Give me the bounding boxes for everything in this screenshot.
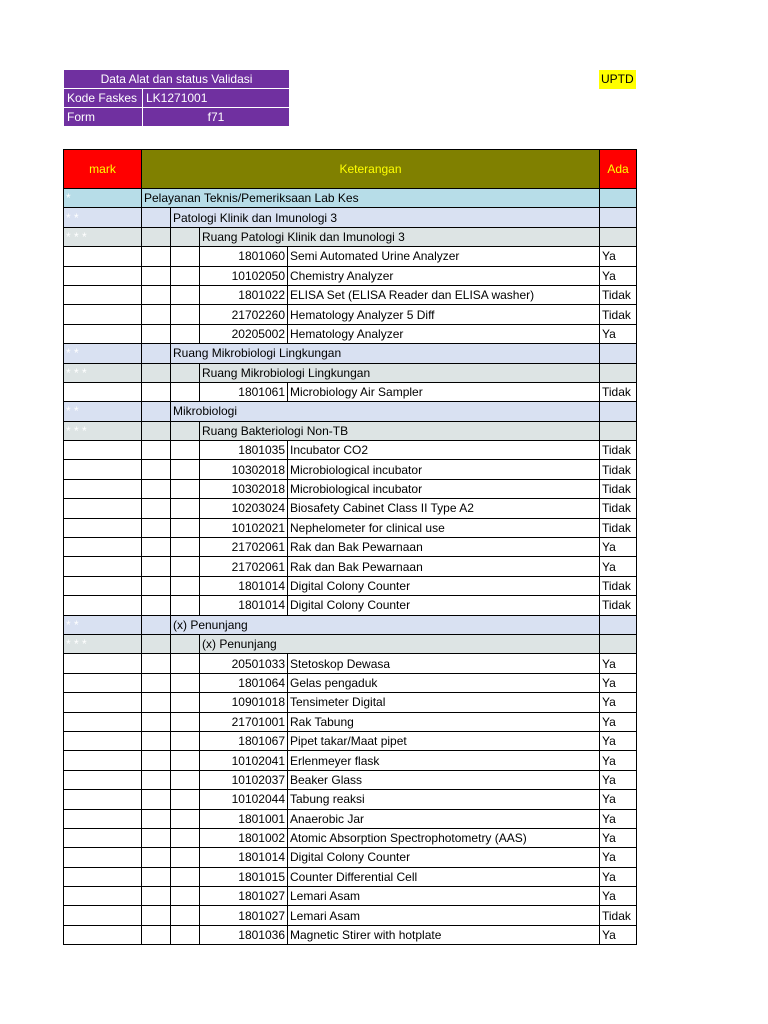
ada-cell[interactable]: Ya xyxy=(600,557,637,576)
indent-cell xyxy=(142,693,171,712)
group-row xyxy=(64,421,637,440)
category-label[interactable]: Pelayanan Teknis/Pemeriksaan Lab Kes xyxy=(142,189,600,208)
ada-cell[interactable]: Tidak xyxy=(600,499,637,518)
item-code[interactable]: 1801036 xyxy=(200,925,288,944)
indent-cell xyxy=(171,247,200,266)
mark-cell[interactable] xyxy=(64,887,142,906)
item-name[interactable]: Semi Automated Urine Analyzer xyxy=(288,247,600,266)
item-name[interactable]: Incubator CO2 xyxy=(288,441,600,460)
ada-cell[interactable] xyxy=(600,227,637,246)
table-row xyxy=(64,731,637,750)
group-row xyxy=(64,363,637,382)
indent-cell xyxy=(171,906,200,925)
ada-cell[interactable] xyxy=(600,634,637,653)
item-code[interactable]: 10203024 xyxy=(200,499,288,518)
indent-cell xyxy=(142,887,171,906)
subcategory-label[interactable]: Ruang Mikrobiologi Lingkungan xyxy=(171,344,600,363)
item-name[interactable]: Counter Differential Cell xyxy=(288,867,600,886)
indent-cell xyxy=(142,266,171,285)
item-name[interactable]: Anaerobic Jar xyxy=(288,809,600,828)
indent-cell xyxy=(142,402,171,421)
item-code[interactable]: 1801014 xyxy=(200,576,288,595)
item-code[interactable]: 20205002 xyxy=(200,324,288,343)
uptd-badge: UPTD xyxy=(599,70,636,89)
table-row xyxy=(64,925,637,944)
mark-cell[interactable] xyxy=(64,731,142,750)
ada-cell[interactable]: Ya xyxy=(600,673,637,692)
indent-cell xyxy=(142,751,171,770)
item-code[interactable]: 1801014 xyxy=(200,596,288,615)
room-label[interactable]: Ruang Bakteriologi Non-TB xyxy=(200,421,600,440)
column-header-mark[interactable]: mark xyxy=(64,150,142,189)
item-name[interactable]: Lemari Asam xyxy=(288,906,600,925)
indent-cell xyxy=(171,848,200,867)
indent-cell xyxy=(142,615,171,634)
form-label: Form xyxy=(64,108,143,127)
ada-cell[interactable]: Tidak xyxy=(600,906,637,925)
table-row xyxy=(64,790,637,809)
table-row xyxy=(64,654,637,673)
indent-cell xyxy=(142,227,171,246)
ada-cell[interactable]: Tidak xyxy=(600,576,637,595)
indent-cell xyxy=(171,712,200,731)
mark-cell[interactable] xyxy=(64,751,142,770)
indent-cell xyxy=(171,382,200,401)
item-code[interactable]: 10901018 xyxy=(200,693,288,712)
indent-cell xyxy=(171,557,200,576)
indent-cell xyxy=(171,363,200,382)
ada-cell[interactable]: Tidak xyxy=(600,479,637,498)
group-row xyxy=(64,189,637,208)
mark-cell[interactable] xyxy=(64,576,142,595)
mark-cell[interactable] xyxy=(64,693,142,712)
ada-cell[interactable] xyxy=(600,363,637,382)
mark-cell[interactable] xyxy=(64,479,142,498)
table-row xyxy=(64,596,637,615)
item-name[interactable]: Pipet takar/Maat pipet xyxy=(288,731,600,750)
item-code[interactable]: 21701001 xyxy=(200,712,288,731)
mark-cell[interactable]: * * xyxy=(64,208,142,227)
item-name[interactable]: Nephelometer for clinical use xyxy=(288,518,600,537)
indent-cell xyxy=(171,654,200,673)
item-name[interactable]: Rak dan Bak Pewarnaan xyxy=(288,557,600,576)
indent-cell xyxy=(171,227,200,246)
item-name[interactable]: Rak Tabung xyxy=(288,712,600,731)
table-row xyxy=(64,887,637,906)
ada-cell[interactable]: Ya xyxy=(600,266,637,285)
mark-cell[interactable] xyxy=(64,790,142,809)
ada-cell[interactable]: Ya xyxy=(600,693,637,712)
item-code[interactable]: 1801027 xyxy=(200,906,288,925)
item-code[interactable]: 1801002 xyxy=(200,828,288,847)
ada-cell[interactable] xyxy=(600,421,637,440)
group-row xyxy=(64,344,637,363)
indent-cell xyxy=(142,518,171,537)
indent-cell xyxy=(142,731,171,750)
mark-cell[interactable] xyxy=(64,285,142,304)
mark-cell[interactable] xyxy=(64,441,142,460)
table-row xyxy=(64,441,637,460)
indent-cell xyxy=(171,751,200,770)
ada-cell[interactable]: Tidak xyxy=(600,518,637,537)
column-header-keterangan[interactable]: Keterangan xyxy=(142,150,600,189)
indent-cell xyxy=(171,925,200,944)
mark-cell[interactable] xyxy=(64,906,142,925)
item-name[interactable]: Magnetic Stirer with hotplate xyxy=(288,925,600,944)
item-name[interactable]: Gelas pengaduk xyxy=(288,673,600,692)
indent-cell xyxy=(142,712,171,731)
indent-cell xyxy=(171,421,200,440)
table-row xyxy=(64,479,637,498)
indent-cell xyxy=(142,576,171,595)
mark-cell[interactable]: * * xyxy=(64,402,142,421)
indent-cell xyxy=(142,538,171,557)
item-name[interactable]: Atomic Absorption Spectrophotometry (AAS) xyxy=(288,828,600,847)
item-code[interactable]: 1801061 xyxy=(200,382,288,401)
item-name[interactable]: Erlenmeyer flask xyxy=(288,751,600,770)
item-name[interactable]: Lemari Asam xyxy=(288,887,600,906)
ada-cell[interactable]: Tidak xyxy=(600,596,637,615)
table-row xyxy=(64,266,637,285)
column-header-ada[interactable]: Ada xyxy=(600,150,637,189)
ada-cell[interactable]: Ya xyxy=(600,731,637,750)
table-row xyxy=(64,305,637,324)
kode-faskes-value[interactable]: LK1271001 xyxy=(143,89,290,108)
mark-cell[interactable] xyxy=(64,266,142,285)
table-row xyxy=(64,867,637,886)
ada-cell[interactable]: Ya xyxy=(600,770,637,789)
table-row xyxy=(64,247,637,266)
indent-cell xyxy=(171,770,200,789)
table-row xyxy=(64,712,637,731)
table-row xyxy=(64,460,637,479)
table-row xyxy=(64,538,637,557)
indent-cell xyxy=(142,809,171,828)
item-code[interactable]: 1801015 xyxy=(200,867,288,886)
table-row xyxy=(64,770,637,789)
subcategory-label[interactable]: (x) Penunjang xyxy=(171,615,600,634)
mark-cell[interactable]: * * * xyxy=(64,227,142,246)
mark-cell[interactable] xyxy=(64,867,142,886)
indent-cell xyxy=(142,324,171,343)
mark-cell[interactable]: * xyxy=(64,189,142,208)
mark-cell[interactable] xyxy=(64,324,142,343)
indent-cell xyxy=(171,479,200,498)
mark-cell[interactable] xyxy=(64,654,142,673)
item-code[interactable]: 1801014 xyxy=(200,848,288,867)
room-label[interactable]: Ruang Mikrobiologi Lingkungan xyxy=(200,363,600,382)
indent-cell xyxy=(171,867,200,886)
indent-cell xyxy=(171,576,200,595)
item-code[interactable]: 1801027 xyxy=(200,887,288,906)
ada-cell[interactable]: Ya xyxy=(600,324,637,343)
indent-cell xyxy=(142,285,171,304)
ada-cell[interactable] xyxy=(600,344,637,363)
sheet-title: Data Alat dan status Validasi xyxy=(64,70,290,89)
table-row xyxy=(64,557,637,576)
indent-cell xyxy=(171,731,200,750)
indent-cell xyxy=(142,305,171,324)
mark-cell[interactable] xyxy=(64,770,142,789)
indent-cell xyxy=(142,770,171,789)
indent-cell xyxy=(142,906,171,925)
indent-cell xyxy=(142,654,171,673)
item-code[interactable]: 1801060 xyxy=(200,247,288,266)
mark-cell[interactable]: * * xyxy=(64,344,142,363)
item-code[interactable]: 21702061 xyxy=(200,557,288,576)
indent-cell xyxy=(142,828,171,847)
table-row xyxy=(64,285,637,304)
item-code[interactable]: 21702061 xyxy=(200,538,288,557)
table-header-row xyxy=(64,150,637,189)
mark-cell[interactable]: * * * xyxy=(64,363,142,382)
kode-faskes-label: Kode Faskes xyxy=(64,89,143,108)
ada-cell[interactable]: Ya xyxy=(600,809,637,828)
mark-cell[interactable] xyxy=(64,596,142,615)
item-code[interactable]: 10102044 xyxy=(200,790,288,809)
subcategory-label[interactable]: Patologi Klinik dan Imunologi 3 xyxy=(171,208,600,227)
indent-cell xyxy=(142,247,171,266)
ada-cell[interactable]: Ya xyxy=(600,751,637,770)
indent-cell xyxy=(171,499,200,518)
item-name[interactable]: Hematology Analyzer 5 Diff xyxy=(288,305,600,324)
indent-cell xyxy=(142,363,171,382)
item-code[interactable]: 1801064 xyxy=(200,673,288,692)
item-name[interactable]: Rak dan Bak Pewarnaan xyxy=(288,538,600,557)
mark-cell[interactable] xyxy=(64,712,142,731)
mark-cell[interactable] xyxy=(64,848,142,867)
item-code[interactable]: 10102041 xyxy=(200,751,288,770)
item-name[interactable]: Biosafety Cabinet Class II Type A2 xyxy=(288,499,600,518)
group-row xyxy=(64,402,637,421)
indent-cell xyxy=(171,518,200,537)
item-name[interactable]: Stetoskop Dewasa xyxy=(288,654,600,673)
item-code[interactable]: 1801035 xyxy=(200,441,288,460)
ada-cell[interactable]: Ya xyxy=(600,247,637,266)
item-code[interactable]: 10102037 xyxy=(200,770,288,789)
mark-cell[interactable]: * * xyxy=(64,615,142,634)
ada-cell[interactable]: Ya xyxy=(600,654,637,673)
indent-cell xyxy=(171,460,200,479)
mark-cell[interactable] xyxy=(64,305,142,324)
ada-cell[interactable]: Ya xyxy=(600,828,637,847)
ada-cell[interactable]: Tidak xyxy=(600,305,637,324)
indent-cell xyxy=(142,596,171,615)
table-row xyxy=(64,848,637,867)
form-value[interactable]: f71 xyxy=(143,108,290,127)
indent-cell xyxy=(171,324,200,343)
indent-cell xyxy=(142,673,171,692)
table-row xyxy=(64,693,637,712)
mark-cell[interactable]: * * * xyxy=(64,634,142,653)
ada-cell[interactable]: Ya xyxy=(600,712,637,731)
ada-cell[interactable]: Tidak xyxy=(600,285,637,304)
indent-cell xyxy=(171,266,200,285)
table-row xyxy=(64,828,637,847)
indent-cell xyxy=(171,828,200,847)
indent-cell xyxy=(171,634,200,653)
indent-cell xyxy=(171,441,200,460)
equipment-table xyxy=(63,149,637,945)
ada-cell[interactable]: Ya xyxy=(600,887,637,906)
ada-cell[interactable]: Ya xyxy=(600,867,637,886)
ada-cell[interactable]: Tidak xyxy=(600,441,637,460)
ada-cell[interactable] xyxy=(600,189,637,208)
indent-cell xyxy=(142,499,171,518)
item-code[interactable]: 10102021 xyxy=(200,518,288,537)
ada-cell[interactable]: Ya xyxy=(600,538,637,557)
group-row xyxy=(64,208,637,227)
item-name[interactable]: Digital Colony Counter xyxy=(288,848,600,867)
indent-cell xyxy=(171,305,200,324)
item-code[interactable]: 10302018 xyxy=(200,479,288,498)
item-code[interactable]: 1801022 xyxy=(200,285,288,304)
equipment-table-body xyxy=(64,150,637,945)
subcategory-label[interactable]: Mikrobiologi xyxy=(171,402,600,421)
ada-cell[interactable]: Ya xyxy=(600,848,637,867)
indent-cell xyxy=(171,596,200,615)
indent-cell xyxy=(171,538,200,557)
table-row xyxy=(64,751,637,770)
group-row xyxy=(64,615,637,634)
item-name[interactable]: Tabung reaksi xyxy=(288,790,600,809)
indent-cell xyxy=(142,208,171,227)
mark-cell[interactable] xyxy=(64,809,142,828)
mark-cell[interactable] xyxy=(64,460,142,479)
mark-cell[interactable] xyxy=(64,557,142,576)
group-row xyxy=(64,227,637,246)
ada-cell[interactable] xyxy=(600,615,637,634)
indent-cell xyxy=(142,382,171,401)
indent-cell xyxy=(142,557,171,576)
indent-cell xyxy=(142,441,171,460)
indent-cell xyxy=(171,693,200,712)
table-row xyxy=(64,673,637,692)
indent-cell xyxy=(171,809,200,828)
indent-cell xyxy=(142,867,171,886)
item-name[interactable]: Microbiological incubator xyxy=(288,479,600,498)
table-row xyxy=(64,576,637,595)
mark-cell[interactable] xyxy=(64,499,142,518)
ada-cell[interactable] xyxy=(600,208,637,227)
item-name[interactable]: Digital Colony Counter xyxy=(288,576,600,595)
indent-cell xyxy=(171,887,200,906)
indent-cell xyxy=(142,925,171,944)
mark-cell[interactable] xyxy=(64,518,142,537)
item-name[interactable]: Tensimeter Digital xyxy=(288,693,600,712)
indent-cell xyxy=(142,344,171,363)
item-name[interactable]: Hematology Analyzer xyxy=(288,324,600,343)
indent-cell xyxy=(142,634,171,653)
indent-cell xyxy=(171,790,200,809)
header-table xyxy=(63,69,290,127)
mark-cell[interactable] xyxy=(64,382,142,401)
table-row xyxy=(64,906,637,925)
ada-cell[interactable]: Tidak xyxy=(600,382,637,401)
item-code[interactable]: 1801067 xyxy=(200,731,288,750)
item-name[interactable]: Microbiology Air Sampler xyxy=(288,382,600,401)
indent-cell xyxy=(142,479,171,498)
item-code[interactable]: 10302018 xyxy=(200,460,288,479)
indent-cell xyxy=(142,848,171,867)
indent-cell xyxy=(171,285,200,304)
mark-cell[interactable] xyxy=(64,828,142,847)
item-code[interactable]: 20501033 xyxy=(200,654,288,673)
table-row xyxy=(64,382,637,401)
indent-cell xyxy=(171,673,200,692)
indent-cell xyxy=(142,790,171,809)
table-row xyxy=(64,809,637,828)
mark-cell[interactable] xyxy=(64,538,142,557)
table-row xyxy=(64,324,637,343)
item-name[interactable]: Beaker Glass xyxy=(288,770,600,789)
table-row xyxy=(64,518,637,537)
group-row xyxy=(64,634,637,653)
ada-cell[interactable]: Tidak xyxy=(600,460,637,479)
room-label[interactable]: Ruang Patologi Klinik dan Imunologi 3 xyxy=(200,227,600,246)
mark-cell[interactable]: * * * xyxy=(64,421,142,440)
ada-cell[interactable]: Ya xyxy=(600,925,637,944)
room-label[interactable]: (x) Penunjang xyxy=(200,634,600,653)
item-name[interactable]: Digital Colony Counter xyxy=(288,596,600,615)
item-code[interactable]: 10102050 xyxy=(200,266,288,285)
indent-cell xyxy=(142,421,171,440)
indent-cell xyxy=(142,460,171,479)
item-code[interactable]: 1801001 xyxy=(200,809,288,828)
item-name[interactable]: Chemistry Analyzer xyxy=(288,266,600,285)
item-code[interactable]: 21702260 xyxy=(200,305,288,324)
ada-cell[interactable]: Ya xyxy=(600,790,637,809)
mark-cell[interactable] xyxy=(64,925,142,944)
ada-cell[interactable] xyxy=(600,402,637,421)
table-row xyxy=(64,499,637,518)
mark-cell[interactable] xyxy=(64,673,142,692)
item-name[interactable]: Microbiological incubator xyxy=(288,460,600,479)
item-name[interactable]: ELISA Set (ELISA Reader dan ELISA washer) xyxy=(288,285,600,304)
mark-cell[interactable] xyxy=(64,247,142,266)
